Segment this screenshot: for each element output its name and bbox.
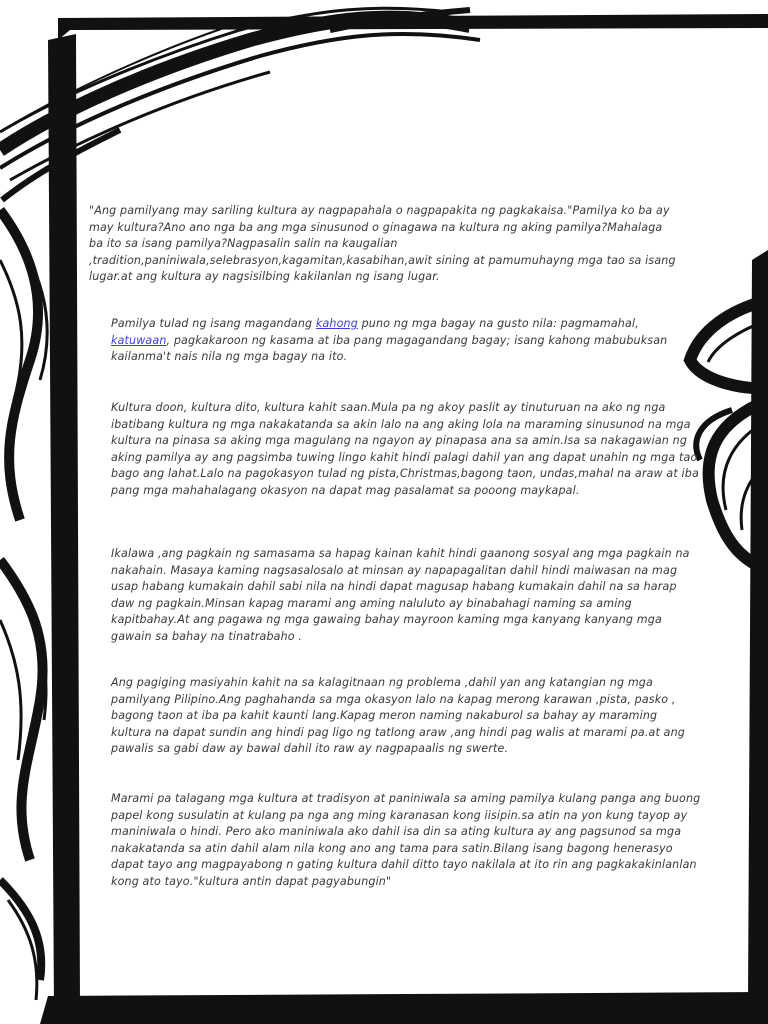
paragraph-cheerfulness bbox=[89, 675, 701, 758]
kahong-link[interactable]: kahong bbox=[315, 317, 358, 330]
paragraph-culture-everywhere bbox=[89, 400, 701, 500]
paragraph-cheerfulness-text: Ang pagiging masiyahin kahit na sa kalagitnaan ng problema ,dahil yan ang katangian ng mga pamilyang Pilipino.Ang paghahanda sa mga okasyon lalo na kapag merong karawan ,pista, pasko , bagong taon at iba pa kahit kaunti lang.Kapag meron naming nakaburol sa bahay ay maraming kultura na dapat sundin ang hindi pag ligo ng tatlong araw ,ang hindi pag walis at marami pa.at ang pawalis sa gabi daw ay bawal dahil ito raw ay nagpapaalis ng swerte. bbox=[111, 676, 685, 756]
paragraph-conclusion bbox=[89, 791, 701, 891]
paragraph-intro bbox=[89, 203, 679, 286]
katuwaan-link[interactable]: katuwaan bbox=[111, 333, 167, 347]
paragraph-culture-everywhere-text: Kultura doon, kultura dito, kultura kahit saan.Mula pa ng akoy paslit ay tinuturuan na ako ng nga ibatibang kultura ng mga nakakatanda sa akin lalo na ang aking lola na maraming sinusunod na mga kultura na pinasa sa aking mga magulang na ngayon ay pinapasa ana sa amin.Isa sa nakagawian ng aking pamilya ay ang pagsimba tuwing lingo kahit hindi palagi dahil yan ang dapat unahin ng mga tao bago ang lahat.Lalo na pagokasyon tulad ng pista,Christmas,bagong taon, undas,mahal na araw at iba pang mga mahahalagang okasyon na dapat mag pasalamat sa pooong maykapal. bbox=[111, 401, 699, 497]
frame-border-bottom bbox=[40, 992, 768, 1024]
frame-border-right bbox=[748, 250, 768, 1000]
paragraph-eating-together bbox=[89, 546, 701, 646]
paragraph-eating-together-text: Ikalawa ,ang pagkain ng samasama sa hapag kainan kahit hindi gaanong sosyal ang mga pagkain na nakahain. Masaya kaming nagsasalosalo at minsan ay napapagalitan dahil hindi maiwasan na mag usap habang kumakain dahil sabi nila na hindi dapat magusap habang kumakain dahil na sa harap daw ng pagkain.Minsan kapag marami ang aming naluluto ay binabahagi naming sa aming kapitbahay.At ang pagawa ng mga gawaing bahay mayroon kaming mga kanyang kanyang mga gawain sa bahay na tinatrabaho . bbox=[111, 547, 690, 643]
paragraph-family-box-text-1: Pamilya tulad ng isang magandang bbox=[111, 317, 316, 330]
paragraph-family-box-text-3: , pagkakaroon ng kasama at iba pang magagandang bagay; isang kahong mabubuksan kailanma't nais nila ng mga bagay na ito. bbox=[111, 333, 668, 364]
left-ribbon bbox=[0, 210, 47, 1000]
paragraph-conclusion-text: Marami pa talagang mga kultura at tradisyon at paniniwala sa aming pamilya kulang panga ang buong papel kong susulatin at kulang pa nga ang ming karanasan kong iisipin.sa atin na yon kung tayop ay maniniwala o hindi. Pero ako maniniwala ako dahil isa din sa ating kultura ay ang pagsunod sa mga nakakatanda sa atin dahil alam nila kong ano ang tama para satin.Bilang isang bagong henerasyo dapat tayo ang magpayabong n gating kultura dahil ditto tayo nakilala at ito rin ang pagkakakinlanlan kong ato tayo."kultura antin dapat pagyabungin" bbox=[111, 792, 701, 888]
paragraph-intro-text: "Ang pamilyang may sariling kultura ay nagpapahala o nagpapakita ng pagkakaisa."Pamilya ko ba ay may kultura?Ano ano nga ba ang mga sinusunod o ginagawa na kultura ng aking pamilya?Mahalaga ba ito sa isang pamilya?Nagpasalin salin na kaugalian ,tradition,paniniwala,selebrasyon,kagamitan,kasabihan,awit sining at pamumuhayng mga tao sa isang lugar.at ang kultura ay nagsisilbing kakilanlan ng isang lugar. bbox=[89, 204, 676, 284]
paragraph-family-box-text-2: puno ng mga bagay na gusto nila: pagmamahal, bbox=[357, 317, 639, 330]
paragraph-family-box bbox=[89, 316, 701, 366]
frame-border-left bbox=[48, 34, 80, 1012]
